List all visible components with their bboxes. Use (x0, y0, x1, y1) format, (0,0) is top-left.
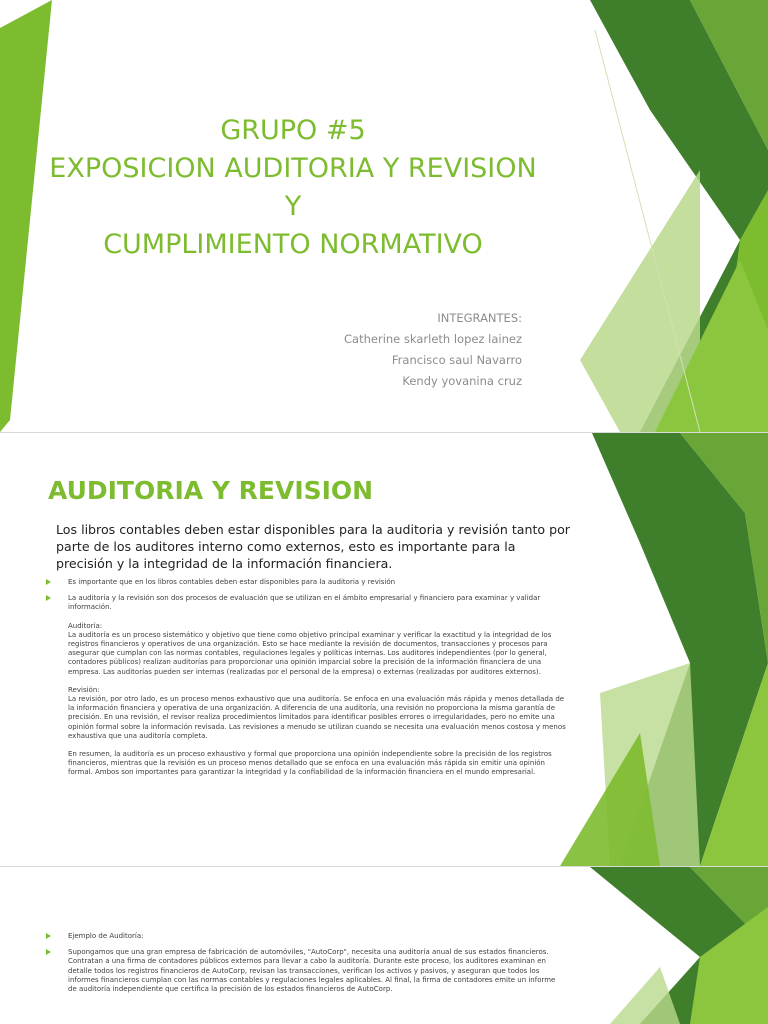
title-line: CUMPLIMIENTO NORMATIVO (103, 229, 483, 260)
section-heading: AUDITORIA Y REVISION (48, 476, 374, 505)
members-list (344, 308, 522, 392)
auditoria-paragraph: Auditoría: La auditoría es un proceso sistemático y objetivo que tiene como objetivo principal examinar y verificar la exactitud y la integridad de los registros financieros y operativos de una organización. Esto se hace mediante la revisión de documentos, transacciones y procesos para asegurar que cumplan con las normas contables, regulaciones legales y políticas internas. Los auditores independientes (por lo general, contadores públicos) realizan auditorías para proporcionar una opinión imparcial sobre la precisión de la información financiera de una empresa. Las auditorías pueden ser internas (realizadas por el personal de la empresa) o externas (realizadas por auditores externos). (68, 621, 552, 676)
members-label: INTEGRANTES: (437, 311, 522, 325)
resumen-paragraph: En resumen, la auditoría es un proceso exhaustivo y formal que proporciona una opinión independiente sobre la precisión de los registros financieros, mientras que la revisión es un proceso menos detallado que se enfoca en una evaluación más rápida sin emitir una opinión formal. Ambos son importantes para garantizar la integridad y la confiabilidad de la información financiera en el mundo empresarial. (68, 750, 552, 777)
list-item (46, 932, 566, 941)
bullet-list (46, 932, 566, 1001)
bullet-arrow-icon (46, 949, 51, 955)
list-item (46, 948, 566, 994)
member-name: Catherine skarleth lopez lainez (344, 332, 522, 346)
bullet-arrow-icon (46, 595, 51, 601)
member-name: Kendy yovanina cruz (402, 374, 522, 388)
title-slide (0, 0, 768, 432)
bullet-list (46, 578, 566, 785)
bullet-text: La auditoría y la revisión son dos procesos de evaluación que se utilizan en el ámbito empresarial y financiero para examinar y validar información. (68, 594, 541, 612)
bullet-text: Es importante que en los libros contables deben estar disponibles para la auditoria y revisión (68, 578, 396, 586)
title-line: GRUPO #5 (220, 115, 366, 146)
member-name: Francisco saul Navarro (391, 353, 522, 367)
title-line: Y (284, 191, 302, 222)
title-line: EXPOSICION AUDITORIA Y REVISION (49, 153, 537, 184)
bullet-arrow-icon (46, 579, 51, 585)
list-item (46, 578, 566, 587)
list-item (46, 594, 566, 777)
bullet-text: Supongamos que una gran empresa de fabricación de automóviles, "AutoCorp", necesita una auditoría anual de sus estados financieros. Contratan a una firma de contadores públicos externos para llevar a cabo la auditoría. Durante este proceso, los auditores examinan en detalle todos los registros financieros de AutoCorp, revisan las transacciones, verifican los activos y pasivos, y aseguran que todos los informes financieros cumplan con las normas contables y regulaciones legales aplicables. Al final, la firma de contadores emite un informe de auditoría independiente que certifica la precisión de los estados financieros de AutoCorp. (68, 948, 556, 994)
slide-title (0, 112, 586, 264)
revision-paragraph: Revisión: La revisión, por otro lado, es un proceso menos exhaustivo que una auditoría. Se enfoca en una evaluación más rápida y menos detallada de la información financiera y operativa de una organización. A diferencia de una auditoría, una revisión no proporciona la misma garantía de precisión. En una revisión, el revisor realiza procedimientos limitados para identificar posibles errores o irregularidades, pero no emite una opinión formal sobre la información revisada. Las revisiones a menudo se utilizan cuando se necesita una evaluación menos costosa y menos exhaustiva que una auditoría completa. (68, 685, 566, 740)
light-green-shape (610, 967, 680, 1024)
bullet-text: Ejemplo de Auditoría: (68, 932, 144, 940)
intro-paragraph: Los libros contables deben estar disponibles para la auditoria y revisión tanto por parte de los auditores interno como externos, esto es importante para la precisión y la integridad de la información financiera. (56, 522, 570, 571)
bullet-arrow-icon (46, 933, 51, 939)
